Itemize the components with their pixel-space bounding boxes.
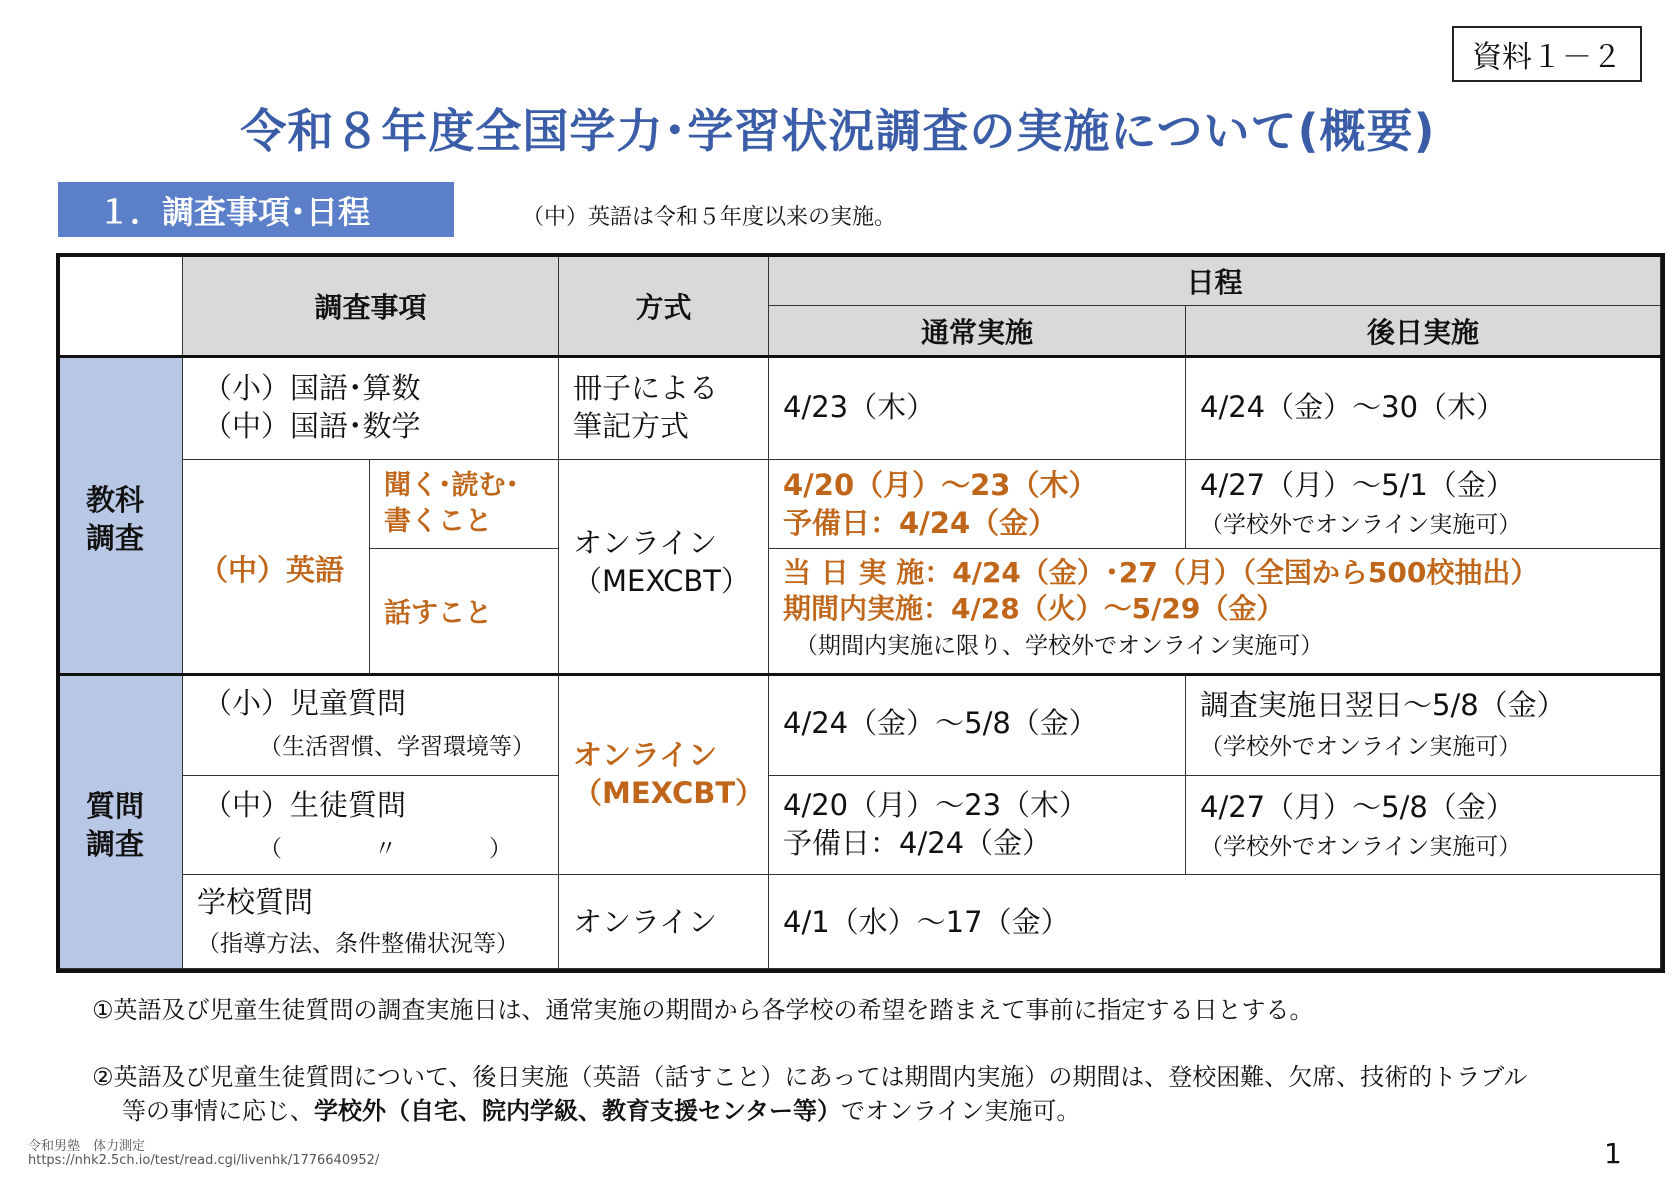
section-note: （中）英語は令和５年度以来の実施。 [522,205,897,230]
english-regular-line2: 予備日：4/24（金） [783,506,1058,540]
note-2-pre: 等の事情に応じ、 [122,1097,314,1125]
english-method-line1: オンライン [573,526,718,560]
row1-later [1186,358,1661,460]
note-2-bold: 学校外（自宅、院内学級、教育支援センター等） [314,1097,842,1125]
group-subject-line1: 教科 [86,483,145,517]
row1-subject-line1: （小）国語･算数 [203,371,421,405]
section-heading: １．調査事項･日程 [58,182,454,237]
english-sub-listen-read-write [370,460,559,549]
note-2-continued [122,1091,1080,1126]
q-elem-later [1186,676,1661,776]
english-sub1-line1: 聞く･読む･ [384,470,519,501]
q-method-online [559,676,769,875]
q-mid-regular [769,776,1186,875]
page-title: 令和８年度全国学力･学習状況調査の実施について(概要) [240,104,1436,158]
q-middle-subject [183,776,559,875]
q-elementary-subject [183,676,559,776]
english-method-line2: （MEXCBT） [573,564,750,598]
group-subject-survey [60,358,183,674]
english-method [559,460,769,674]
q-school-schedule-date: 4/1（水）～17（金） [783,905,1070,939]
english-later-line2: （学校外でオンライン実施可） [1200,512,1522,538]
q-elem-subject-line1: （小）児童質問 [203,686,407,720]
english-regular [769,460,1186,549]
row-japanese-math-subject [183,358,559,460]
q-mid-subject-line2: （ 〃 ） [259,836,512,862]
english-sub1-line2: 書くこと [384,506,492,537]
group-question-survey [60,676,183,969]
q-elem-subject-line2: （生活習慣、学習環境等） [259,734,535,760]
row1-regular-date: 4/23（木） [783,390,936,424]
source-url: https://nhk2.5ch.io/test/read.cgi/livenhk/1776640952/ [28,1153,380,1168]
english-subject-label: （中）英語 [199,553,345,587]
q-elem-regular-date: 4/24（金）～5/8（金） [783,706,1098,740]
english-regular-line1: 4/20（月）～23（木） [783,468,1098,502]
q-school-method-label: オンライン [573,905,718,939]
note-1: ①英語及び児童生徒質問の調査実施日は、通常実施の期間から各学校の希望を踏まえて事前に指定する日とする。 [92,996,1314,1024]
row1-method-line1: 冊子による [573,371,719,405]
row1-regular [769,358,1186,460]
english-later [1186,460,1661,549]
english-speak-line3: （期間内実施に限り、学校外でオンライン実施可） [795,633,1324,659]
q-elem-later-line2: （学校外でオンライン実施可） [1200,734,1522,760]
note-2: ②英語及び児童生徒質問について、後日実施（英語（話すこと）にあっては期間内実施）の期間は、登校困難、欠席、技術的トラブル [92,1063,1528,1091]
schedule-table [56,253,1665,973]
source-label: 令和男塾 体力測定 [28,1139,146,1154]
q-mid-later-line2: （学校外でオンライン実施可） [1200,834,1522,860]
q-elem-later-line1: 調査実施日翌日～5/8（金） [1200,688,1566,722]
header-subject: 調査事項 [183,257,559,356]
q-school-subject-line1: 学校質問 [197,885,314,919]
document-id-box: 資料１－２ [1452,26,1642,82]
q-mid-later-line1: 4/27（月）～5/8（金） [1200,790,1515,824]
q-school-subject-line2: （指導方法、条件整備状況等） [197,931,519,957]
english-subject [183,460,370,674]
note-2-post: でオンライン実施可。 [841,1097,1081,1125]
header-later: 後日実施 [1186,306,1661,356]
english-speaking-schedule [769,549,1661,674]
row1-method-line2: 筆記方式 [573,409,690,443]
q-method-line2: （MEXCBT） [573,776,765,810]
english-sub2-label: 話すこと [384,598,492,629]
q-method-line1: オンライン [573,738,718,772]
row1-method [559,358,769,460]
q-mid-subject-line1: （中）生徒質問 [203,788,407,822]
q-mid-later [1186,776,1661,875]
q-mid-regular-line2: 予備日：4/24（金） [783,826,1052,860]
group-subject-line2: 調査 [86,521,145,555]
english-speak-line1: 当 日 実 施：4/24（金）･27（月）（全国から500校抽出） [783,556,1539,589]
q-school-method [559,875,769,969]
header-regular: 通常実施 [769,306,1186,356]
english-sub-speaking [370,549,559,674]
group-question-line2: 調査 [86,827,145,861]
row1-later-date: 4/24（金）～30（木） [1200,390,1506,424]
english-later-line1: 4/27（月）～5/1（金） [1200,468,1515,502]
row1-subject-line2: （中）国語･数学 [203,409,421,443]
english-speak-line2: 期間内実施：4/28（火）～5/29（金） [783,592,1285,625]
header-method: 方式 [559,257,769,356]
q-elem-regular [769,676,1186,776]
header-schedule: 日程 [769,257,1661,306]
q-school-schedule [769,875,1661,969]
page-number: 1 [1604,1137,1622,1170]
q-school-subject [183,875,559,969]
header-corner [60,257,183,356]
group-question-line1: 質問 [86,789,145,823]
q-mid-regular-line1: 4/20（月）～23（木） [783,788,1089,822]
